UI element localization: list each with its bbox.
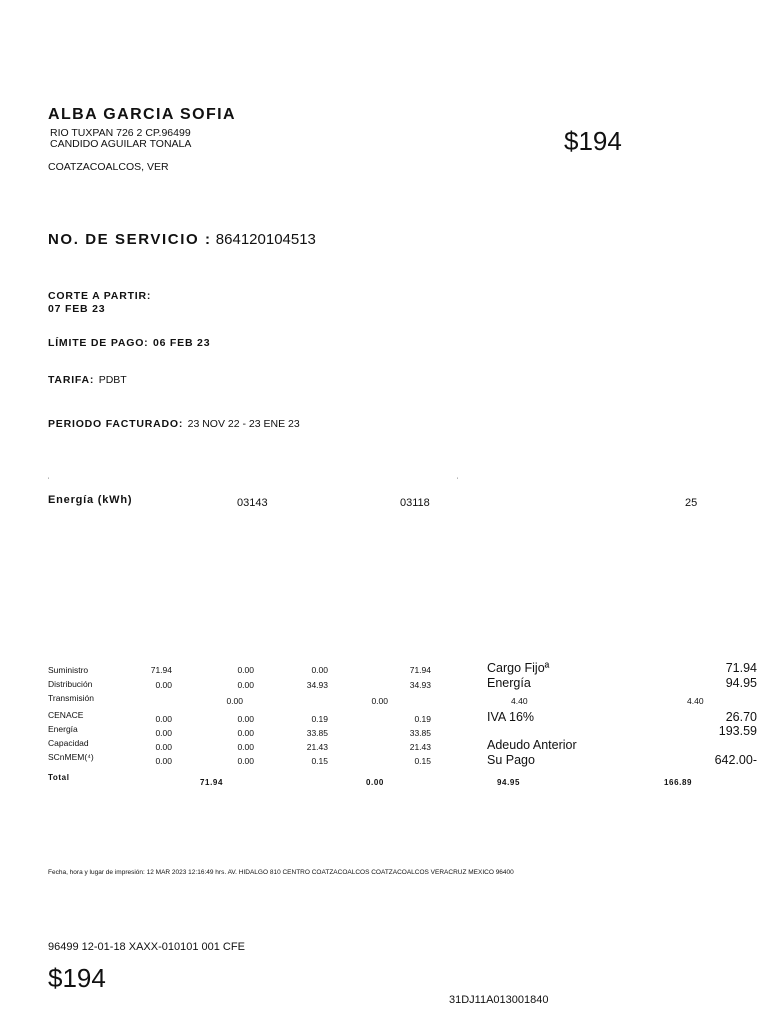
breakdown-cell: 0.00: [237, 728, 254, 738]
breakdown-cell: 21.43: [306, 742, 328, 752]
service-number: 864120104513: [215, 231, 316, 248]
summary-cargo-fijo-value: 71.94: [725, 661, 757, 675]
summary-su-pago-value: 642.00-: [714, 753, 757, 767]
breakdown-cell: 0.00: [155, 756, 172, 766]
summary-energia-value: 94.95: [725, 676, 757, 690]
print-info: Fecha, hora y lugar de impresión: 12 MAR 2023 12:16:49 hrs. AV. HIDALGO 810 CENTRO COATZACOALCOS COATZACOALCOS VERACRUZ MEXICO 96400: [48, 869, 514, 876]
breakdown-cell: 33.85: [306, 728, 328, 738]
breakdown-cell: 0.00: [237, 714, 254, 724]
tariff-label: TARIFA:: [48, 374, 95, 386]
energy-reading-label: Energía (kWh): [48, 494, 133, 506]
energy-reading-total: 25: [685, 497, 698, 509]
tariff-block: [48, 370, 127, 388]
breakdown-cell: 0.19: [414, 714, 431, 724]
breakdown-row-label: CENACE: [48, 710, 84, 720]
summary-cargo-fijo-label: Cargo Fijoª: [487, 661, 550, 675]
breakdown-cell: 0.00: [226, 696, 243, 706]
breakdown-row-label: Distribución: [48, 679, 93, 689]
breakdown-row-label: SCnMEM(⁴): [48, 752, 94, 762]
address-city: COATZACOALCOS, VER: [48, 161, 169, 173]
address-line-2: CANDIDO AGUILAR TONALA: [50, 138, 192, 150]
breakdown-cell: 0.19: [311, 714, 328, 724]
amount-due: $194: [564, 126, 622, 156]
period-block: [48, 414, 300, 432]
breakdown-row-label: Capacidad: [48, 738, 89, 748]
energy-reading-previous: 03118: [400, 497, 430, 509]
breakdown-cell: 0.00: [237, 680, 254, 690]
service-number-block: [48, 231, 316, 248]
breakdown-total-label: Total: [48, 773, 70, 782]
breakdown-cell: 21.43: [409, 742, 431, 752]
breakdown-total-cell: 94.95: [497, 778, 521, 787]
reference-line: 96499 12-01-18 XAXX-010101 001 CFE: [48, 941, 245, 953]
cut-date: 07 FEB 23: [48, 303, 106, 315]
breakdown-total-cell: 166.89: [664, 778, 693, 787]
period-label: PERIODO FACTURADO:: [48, 418, 184, 430]
breakdown-row-label: Transmisión: [48, 693, 94, 703]
breakdown-row-label: Suministro: [48, 665, 89, 675]
mark-left: ': [48, 478, 50, 484]
barcode-number: 31DJ11A013001840: [449, 994, 549, 1006]
breakdown-cell: 0.00: [237, 665, 254, 675]
breakdown-cell: 0.15: [311, 756, 328, 766]
breakdown-cell: 71.94: [150, 665, 172, 675]
mark-right: ': [457, 478, 459, 484]
service-number-label: NO. DE SERVICIO :: [48, 231, 212, 248]
energy-reading-current: 03143: [237, 497, 268, 509]
breakdown-cell: 34.93: [409, 680, 431, 690]
summary-subtotal: 193.59: [718, 724, 757, 738]
breakdown-cell: 0.00: [155, 742, 172, 752]
tariff-value: PDBT: [98, 374, 127, 386]
summary-small-right: 4.40: [687, 696, 704, 706]
breakdown-cell: 0.00: [155, 714, 172, 724]
breakdown-total-cell: 71.94: [200, 778, 224, 787]
summary-adeudo-label: Adeudo Anterior: [487, 738, 577, 752]
breakdown-cell: 0.00: [371, 696, 388, 706]
breakdown-cell: 0.00: [155, 728, 172, 738]
due-label: LÍMITE DE PAGO:: [48, 337, 149, 349]
breakdown-cell: 0.00: [237, 742, 254, 752]
breakdown-cell: 71.94: [409, 665, 431, 675]
period-value: 23 NOV 22 - 23 ENE 23: [187, 418, 300, 430]
breakdown-cell: 0.15: [414, 756, 431, 766]
summary-energia-label: Energía: [487, 676, 531, 690]
summary-su-pago-label: Su Pago: [487, 753, 535, 767]
breakdown-row-label: Energía: [48, 724, 78, 734]
breakdown-cell: 0.00: [155, 680, 172, 690]
breakdown-cell: 0.00: [237, 756, 254, 766]
address-line-1: RIO TUXPAN 726 2 CP.96499: [50, 127, 191, 139]
amount-bottom: $194: [48, 963, 106, 993]
summary-iva-label: IVA 16%: [487, 710, 535, 724]
due-date: 06 FEB 23: [152, 337, 211, 349]
breakdown-cell: 0.00: [311, 665, 328, 675]
customer-name: ALBA GARCIA SOFIA: [48, 106, 236, 123]
breakdown-total-cell: 0.00: [366, 778, 384, 787]
due-block: [48, 333, 210, 351]
breakdown-cell: 34.93: [306, 680, 328, 690]
summary-iva-value: 26.70: [725, 710, 757, 724]
breakdown-cell: 33.85: [409, 728, 431, 738]
summary-small-left: 4.40: [511, 696, 528, 706]
cut-label: CORTE A PARTIR:: [48, 290, 152, 302]
